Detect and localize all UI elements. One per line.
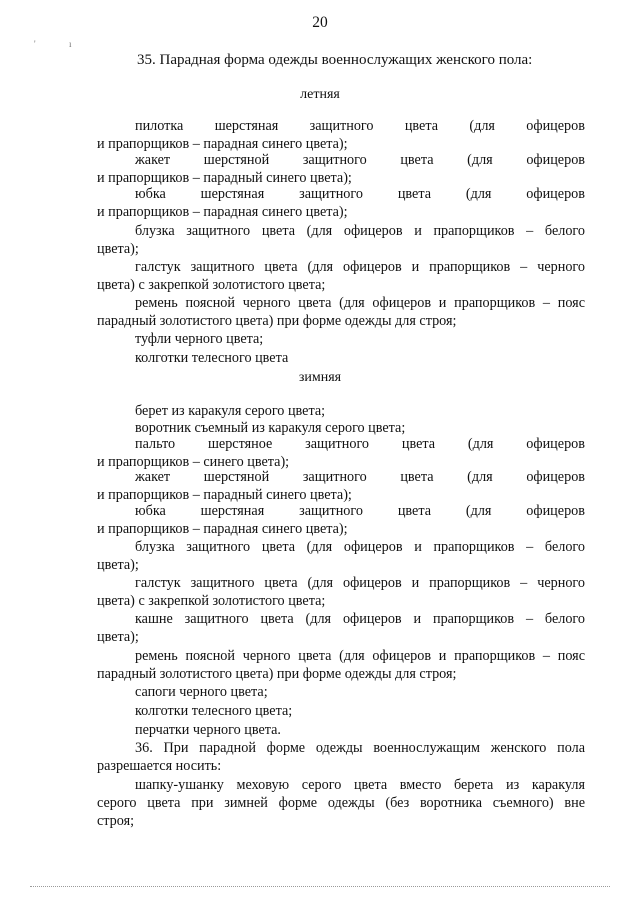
single-line: колготки телесного цвета; [135,703,293,719]
continuation-line: цвета) с закрепкой золотистого цвета; [97,277,326,293]
word: пилотка [135,118,184,134]
word: юбка [135,503,166,519]
list-item [97,468,585,504]
winter-subheading: зимняя [298,370,342,385]
continuation-line: и прапорщиков – синего цвета); [97,454,290,470]
continuation-line: цвета); [97,241,139,257]
summer-items [97,117,585,369]
continuation-line: разрешается носить: [97,758,222,774]
word: цвета [404,118,439,134]
continuation-line: парадный золотистого цвета) при форме одежды для строя; [97,666,457,682]
list-item [97,721,585,739]
list-item [97,702,585,720]
word: цвета [397,186,432,202]
word: юбка [135,186,166,202]
list-item [97,647,585,683]
first-line: шапку-ушанку меховую серого цвета вместо берета из каракуля [135,777,585,793]
first-line: ремень поясной черного цвета (для офицеров и прапорщиков – пояс [135,648,585,664]
word: (для [467,469,493,485]
single-line: берет из каракуля серого цвета; [135,403,326,419]
list-item [97,776,585,830]
word: шерстяная [200,186,265,202]
first-line: галстук защитного цвета (для офицеров и прапорщиков – черного [135,259,585,275]
word: офицеров [526,152,585,168]
word: защитного [299,503,363,519]
list-item [97,185,585,221]
word: шерстяная [214,118,279,134]
word: офицеров [526,503,585,519]
continuation-line: цвета) с закрепкой золотистого цвета; [97,593,326,609]
page-number: 20 [312,14,328,31]
list-item [97,610,585,646]
word: цвета [400,152,434,168]
list-item [97,258,585,294]
word: жакет [135,152,171,168]
word: шерстяной [203,152,270,168]
list-item [97,538,585,574]
continuation-line: серого цвета при зимней форме одежды (без воротника съемного) вне [97,795,585,811]
word: офицеров [526,118,585,134]
word: защитного [309,118,374,134]
list-item [97,151,585,187]
section-35-heading: 35. Парадная форма одежды военнослужащих женского пола: [137,52,533,68]
continuation-line: парадный золотистого цвета) при форме одежды для строя; [97,313,457,329]
word: цвета [401,436,436,452]
list-item [97,349,585,367]
word: защитного [302,469,367,485]
first-line: галстук защитного цвета (для офицеров и прапорщиков – черного [135,575,585,591]
single-line: колготки телесного цвета [135,350,289,366]
continuation-line: и прапорщиков – парадный синего цвета); [97,487,352,503]
first-line: 36. При парадной форме одежды военнослужащим женского пола [135,740,585,756]
continuation-line: и прапорщиков – парадная синего цвета); [97,136,348,152]
word: шерстяное [207,436,273,452]
word: офицеров [526,469,585,485]
list-item [97,402,585,420]
word: (для [465,186,492,202]
word: жакет [135,469,171,485]
list-item [97,222,585,258]
word: цвета [400,469,434,485]
word: (для [467,436,494,452]
continuation-line: цвета); [97,557,139,573]
continuation-line: и прапорщиков – парадный синего цвета); [97,170,352,186]
word: (для [467,152,493,168]
single-line: воротник съемный из каракуля серого цвета; [135,420,406,436]
word: офицеров [526,436,585,452]
single-line: сапоги черного цвета; [135,684,268,700]
list-item [97,330,585,348]
list-item [97,117,585,153]
continuation-line: цвета); [97,629,139,645]
list-item [97,574,585,610]
single-line: перчатки черного цвета. [135,722,281,738]
summer-subheading: летняя [300,87,340,102]
scan-dotted-line [30,886,610,887]
continuation-line: строя; [97,813,135,829]
continuation-line: и прапорщиков – парадная синего цвета); [97,204,348,220]
first-line: кашне защитного цвета (для офицеров и прапорщиков – белого [135,611,585,627]
word: шерстяной [203,469,270,485]
word: цвета [397,503,432,519]
winter-items [97,402,585,834]
word: шерстяная [200,503,265,519]
word: офицеров [526,186,585,202]
list-item [97,502,585,538]
word: пальто [135,436,176,452]
stray-mark-right: ı [69,39,72,49]
first-line: блузка защитного цвета (для офицеров и прапорщиков – белого [135,539,585,555]
stray-mark-left: ' [34,39,36,49]
word: защитного [299,186,363,202]
word: защитного [302,152,367,168]
first-line: ремень поясной черного цвета (для офицеров и прапорщиков – пояс [135,295,585,311]
list-item [97,435,585,471]
paragraph-36 [97,739,585,775]
continuation-line: и прапорщиков – парадная синего цвета); [97,521,348,537]
word: (для [469,118,495,134]
word: (для [465,503,492,519]
word: защитного [305,436,370,452]
list-item [97,294,585,330]
single-line: туфли черного цвета; [135,331,264,347]
first-line: блузка защитного цвета (для офицеров и прапорщиков – белого [135,223,585,239]
list-item [97,683,585,701]
